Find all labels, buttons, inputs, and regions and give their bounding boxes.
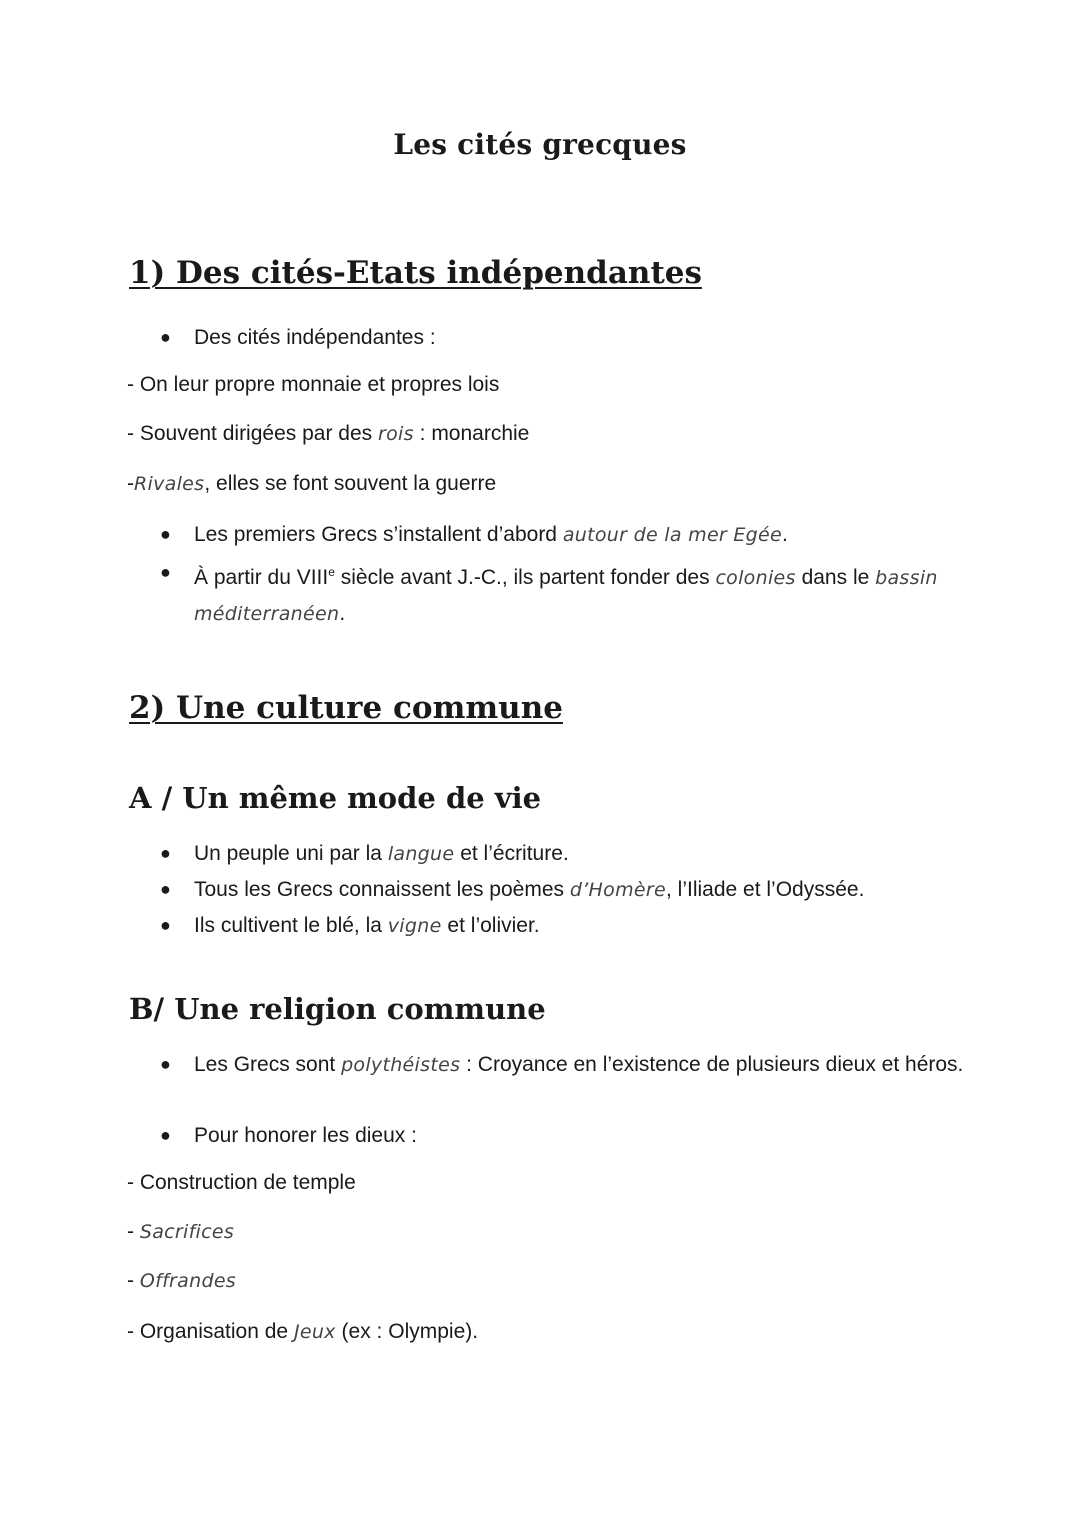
text-segment: , elles se font souvent la guerre xyxy=(204,472,497,495)
bullet-text xyxy=(194,908,980,944)
text-segment: - xyxy=(127,1220,140,1243)
text-segment: Les premiers Grecs s’installent d’abord xyxy=(194,523,563,546)
handwritten-word: Offrandes xyxy=(139,1270,237,1292)
text-segment: - xyxy=(127,1269,140,1292)
bullet-text xyxy=(194,555,980,632)
text-segment: et l’écriture. xyxy=(454,842,569,865)
bullet-mer-egee xyxy=(160,517,980,553)
handwritten-word: Sacrifices xyxy=(139,1221,235,1243)
handwritten-word: vigne xyxy=(387,915,442,937)
section-1-heading: 1) Des cités-Etats indépendantes xyxy=(129,255,702,291)
text-segment: - Organisation de xyxy=(127,1320,294,1343)
handwritten-word: rois xyxy=(377,423,414,445)
section-2-heading: 2) Une culture commune xyxy=(129,690,563,726)
bullet-langue xyxy=(160,836,980,872)
bullet-cultures xyxy=(160,908,980,944)
handwritten-word: autour de la mer Egée xyxy=(562,524,783,546)
text-segment: : monarchie xyxy=(413,422,530,445)
handwritten-word: Rivales xyxy=(134,473,205,495)
handwritten-word: langue xyxy=(387,843,455,865)
bullet-homere xyxy=(160,872,980,908)
bullet-colonies xyxy=(160,555,980,632)
text-segment: , l’Iliade et l’Odyssée. xyxy=(665,878,865,901)
text-segment: - Souvent dirigées par des xyxy=(127,422,378,445)
text-segment: et l’olivier. xyxy=(441,914,540,937)
bullet-dot-icon: ● xyxy=(160,1125,171,1145)
line-temple: - Construction de temple xyxy=(127,1171,356,1194)
text-segment: Tous les Grecs connaissent les poèmes xyxy=(194,878,570,901)
line-rivales xyxy=(127,470,496,498)
bullet-text: Des cités indépendantes : xyxy=(194,326,436,349)
bullet-dot-icon: ● xyxy=(160,843,171,863)
bullet-dot-icon: ● xyxy=(160,524,171,544)
subsection-a-heading: A / Un même mode de vie xyxy=(129,781,542,815)
handwritten-word: colonies xyxy=(715,567,796,589)
text-segment: siècle avant J.-C., ils partent fonder des xyxy=(334,566,716,589)
bullet-dot-icon: ● xyxy=(160,915,171,935)
bullet-text xyxy=(194,836,980,872)
bullet-text xyxy=(194,1047,980,1083)
superscript: e xyxy=(328,565,335,579)
bullet-dot-icon: ● xyxy=(160,879,171,899)
bullet-cites-independantes xyxy=(160,320,980,355)
text-segment: : Croyance en l’existence de plusieurs dieux et héros. xyxy=(460,1053,964,1076)
bullet-text xyxy=(194,872,980,908)
bullet-text: Pour honorer les dieux : xyxy=(194,1124,417,1147)
handwritten-word: d’Homère xyxy=(569,879,666,901)
text-segment: - xyxy=(127,472,134,495)
handwritten-word: polythéistes xyxy=(341,1054,461,1076)
line-monarchie xyxy=(127,420,529,448)
text-segment: Ils cultivent le blé, la xyxy=(194,914,388,937)
line-monnaie-lois: - On leur propre monnaie et propres lois xyxy=(127,373,500,396)
text-segment: . xyxy=(782,523,788,546)
bullet-polytheistes xyxy=(160,1047,980,1083)
text-segment: . xyxy=(339,602,346,625)
handwritten-word: bassin méditerranéen xyxy=(194,567,938,625)
line-sacrifices xyxy=(127,1218,234,1246)
page-title: Les cités grecques xyxy=(393,128,687,161)
bullet-text xyxy=(194,517,980,553)
text-segment: Les Grecs sont xyxy=(194,1053,342,1076)
text-segment: dans le xyxy=(795,566,876,589)
bullet-dot-icon: ● xyxy=(160,327,171,347)
bullet-dot-icon: ● xyxy=(160,562,171,582)
text-segment: (ex : Olympie). xyxy=(335,1320,479,1343)
text-segment: À partir du VIII xyxy=(194,566,329,589)
text-segment: Un peuple uni par la xyxy=(194,842,388,865)
bullet-dot-icon: ● xyxy=(160,1054,171,1074)
bullet-honorer xyxy=(160,1118,980,1153)
handwritten-word: Jeux xyxy=(293,1321,336,1343)
line-jeux xyxy=(127,1318,478,1346)
line-offrandes xyxy=(127,1267,236,1295)
subsection-b-heading: B/ Une religion commune xyxy=(129,992,546,1026)
